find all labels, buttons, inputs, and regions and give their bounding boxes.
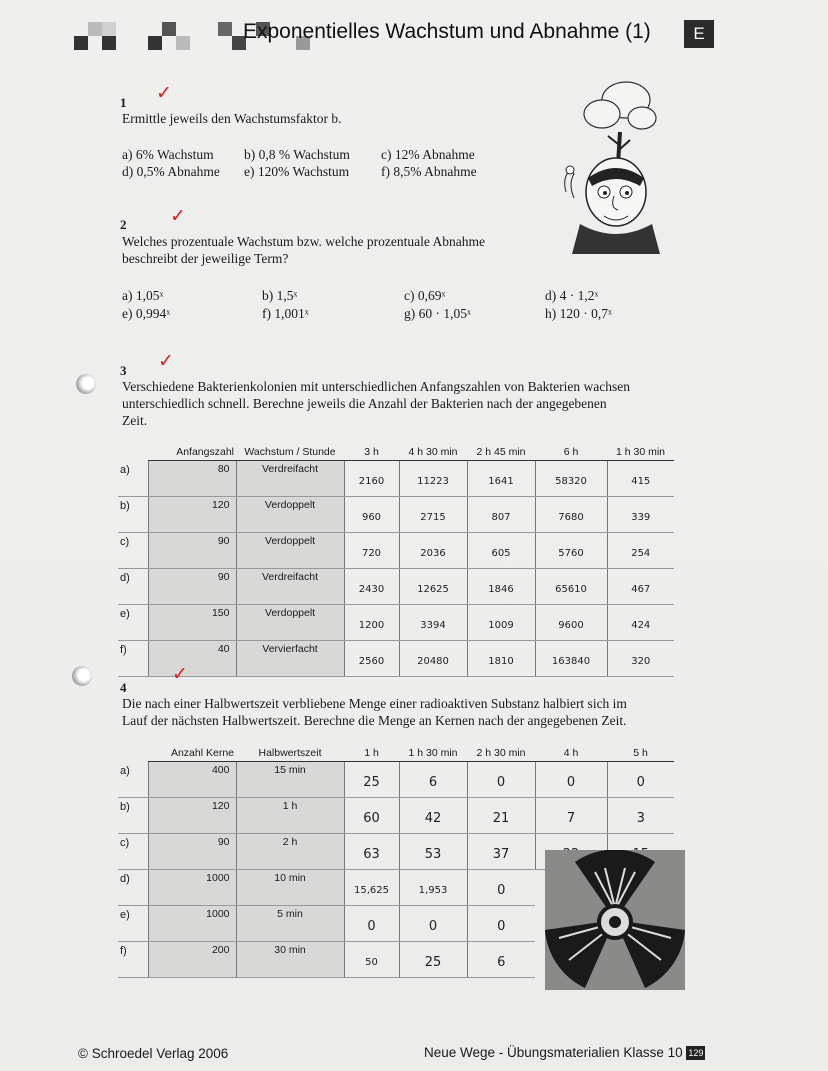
answer-cell[interactable]: 5760: [535, 533, 607, 569]
table-row: [118, 497, 674, 533]
growth-rate: Verdreifacht: [236, 461, 344, 497]
table-row: [118, 569, 674, 605]
row-label: f): [118, 942, 148, 978]
row-label: b): [118, 497, 148, 533]
start-count: 80: [148, 461, 236, 497]
answer-cell[interactable]: 0: [399, 906, 467, 942]
page-number: 129: [688, 1048, 704, 1059]
answer-cell[interactable]: 2430: [344, 569, 399, 605]
task1-prompt: Ermittle jeweils den Wachstumsfaktor b.: [122, 111, 342, 126]
half-life: 2 h: [236, 834, 344, 870]
task1-item-d: d) 0,5% Abnahme: [122, 164, 220, 179]
column-header: 5 h: [607, 745, 674, 762]
punch-hole: [76, 374, 96, 394]
nuclei-count: 400: [148, 762, 236, 798]
nuclei-count: 120: [148, 798, 236, 834]
start-count: 40: [148, 641, 236, 677]
answer-cell[interactable]: 605: [467, 533, 535, 569]
row-label: c): [118, 533, 148, 569]
growth-rate: Verdoppelt: [236, 605, 344, 641]
table-row: [118, 762, 674, 798]
task1-check-mark: ✓: [156, 82, 172, 104]
answer-cell[interactable]: 1641: [467, 461, 535, 497]
answer-cell[interactable]: 50: [344, 942, 399, 978]
answer-cell[interactable]: 163840: [535, 641, 607, 677]
answer-cell[interactable]: 0: [535, 762, 607, 798]
task4-prompt-line2: Lauf der nächsten Halbwertszeit. Berechne die Menge an Kernen nach der angegebenen Zeit.: [122, 713, 627, 728]
answer-cell[interactable]: 63: [344, 834, 399, 870]
answer-cell[interactable]: 9600: [535, 605, 607, 641]
answer-cell[interactable]: 0: [467, 762, 535, 798]
answer-cell[interactable]: 1810: [467, 641, 535, 677]
task1-item-b: b) 0,8 % Wachstum: [244, 147, 350, 162]
answer-cell[interactable]: 424: [607, 605, 674, 641]
task2-prompt-line1: Welches prozentuale Wachstum bzw. welche prozentuale Abnahme: [122, 234, 485, 249]
answer-cell[interactable]: 12625: [399, 569, 467, 605]
answer-cell[interactable]: 0: [467, 906, 535, 942]
row-label: d): [118, 870, 148, 906]
half-life: 5 min: [236, 906, 344, 942]
half-life: 15 min: [236, 762, 344, 798]
task1-number: 1: [120, 95, 127, 110]
task1-item-e: e) 120% Wachstum: [244, 164, 350, 179]
answer-cell[interactable]: 960: [344, 497, 399, 533]
column-header: Anfangszahl: [148, 444, 236, 461]
answer-cell[interactable]: 2560: [344, 641, 399, 677]
answer-cell[interactable]: 1009: [467, 605, 535, 641]
answer-cell[interactable]: 339: [607, 497, 674, 533]
table-row: [118, 798, 674, 834]
answer-cell[interactable]: 42: [399, 798, 467, 834]
column-header: 2 h 30 min: [467, 745, 535, 762]
start-count: 90: [148, 569, 236, 605]
footer-series-text: Neue Wege - Übungsmaterialien Klasse 10: [424, 1045, 683, 1060]
task2-item-e: e) 0,994ˣ: [122, 306, 171, 321]
task2-item-f: f) 1,001ˣ: [262, 306, 309, 321]
table-row: [118, 605, 674, 641]
task2-item-d: d) 4 · 1,2ˣ: [545, 288, 599, 303]
answer-cell[interactable]: 3: [607, 798, 674, 834]
row-label: a): [118, 461, 148, 497]
row-label: b): [118, 798, 148, 834]
task2-item-c: c) 0,69ˣ: [404, 288, 446, 303]
answer-cell[interactable]: 0: [607, 762, 674, 798]
row-label: c): [118, 834, 148, 870]
answer-cell[interactable]: 6: [467, 942, 535, 978]
task1-item-f: f) 8,5% Abnahme: [381, 164, 477, 179]
answer-cell[interactable]: 25: [399, 942, 467, 978]
answer-cell[interactable]: 2036: [399, 533, 467, 569]
task2-item-g: g) 60 · 1,05ˣ: [404, 306, 471, 321]
answer-cell[interactable]: 0: [467, 870, 535, 906]
table-row: [118, 533, 674, 569]
answer-cell[interactable]: 15,625: [344, 870, 399, 906]
column-header: 2 h 45 min: [467, 444, 535, 461]
column-header: 1 h 30 min: [607, 444, 674, 461]
answer-cell[interactable]: 7: [535, 798, 607, 834]
column-header: 4 h: [535, 745, 607, 762]
half-life: 10 min: [236, 870, 344, 906]
answer-cell[interactable]: 7680: [535, 497, 607, 533]
answer-cell[interactable]: 0: [344, 906, 399, 942]
growth-rate: Verdreifacht: [236, 569, 344, 605]
bacteria-table: [118, 444, 674, 677]
task4-prompt-line1: Die nach einer Halbwertszeit verbliebene Menge einer radioaktiven Substanz halbiert sich im: [122, 696, 627, 711]
answer-cell[interactable]: 6: [399, 762, 467, 798]
task3-prompt-line1: Verschiedene Bakterienkolonien mit unterschiedlichen Anfangszahlen von Bakterien wachsen: [122, 379, 630, 394]
start-count: 150: [148, 605, 236, 641]
column-header: 4 h 30 min: [399, 444, 467, 461]
nuclei-count: 90: [148, 834, 236, 870]
nuclei-count: 200: [148, 942, 236, 978]
row-label: a): [118, 762, 148, 798]
half-life: 1 h: [236, 798, 344, 834]
footer-series: [424, 1045, 705, 1060]
column-header: 6 h: [535, 444, 607, 461]
answer-cell[interactable]: 2160: [344, 461, 399, 497]
answer-cell[interactable]: 720: [344, 533, 399, 569]
start-count: 90: [148, 533, 236, 569]
column-header: Anzahl Kerne: [148, 745, 236, 762]
task4-check-mark: ✓: [172, 663, 188, 685]
answer-cell[interactable]: 11223: [399, 461, 467, 497]
task3-prompt-line2: unterschiedlich schnell. Berechne jeweils die Anzahl der Bakterien nach der angegebenen: [122, 396, 607, 411]
table-header-row: [118, 745, 674, 762]
answer-cell[interactable]: 21: [467, 798, 535, 834]
answer-cell[interactable]: 467: [607, 569, 674, 605]
half-life: 30 min: [236, 942, 344, 978]
growth-rate: Vervierfacht: [236, 641, 344, 677]
answer-cell[interactable]: 58320: [535, 461, 607, 497]
table-row: [118, 641, 674, 677]
task1-item-c: c) 12% Abnahme: [381, 147, 475, 162]
growth-rate: Verdoppelt: [236, 533, 344, 569]
growth-rate: Verdoppelt: [236, 497, 344, 533]
task2-prompt-line2: beschreibt der jeweilige Term?: [122, 251, 289, 266]
table-row: [118, 461, 674, 497]
answer-cell[interactable]: 320: [607, 641, 674, 677]
table-header-row: [118, 444, 674, 461]
answer-cell[interactable]: 25: [344, 762, 399, 798]
footer-publisher: © Schroedel Verlag 2006: [78, 1046, 229, 1061]
answer-cell[interactable]: 20480: [399, 641, 467, 677]
answer-cell[interactable]: 2715: [399, 497, 467, 533]
row-label: e): [118, 605, 148, 641]
task2-number: 2: [120, 217, 127, 232]
answer-cell[interactable]: 65610: [535, 569, 607, 605]
answer-cell[interactable]: 807: [467, 497, 535, 533]
radiation-symbol-icon: [545, 850, 685, 990]
row-label: e): [118, 906, 148, 942]
column-header: 1 h 30 min: [399, 745, 467, 762]
column-header: Wachstum / Stunde: [236, 444, 344, 461]
answer-cell[interactable]: 254: [607, 533, 674, 569]
answer-cell[interactable]: 1846: [467, 569, 535, 605]
cartoon-professor-illustration: [540, 74, 665, 254]
task2-item-h: h) 120 · 0,7ˣ: [545, 306, 612, 321]
column-header: 1 h: [344, 745, 399, 762]
task2-item-a: a) 1,05ˣ: [122, 288, 164, 303]
answer-cell[interactable]: 60: [344, 798, 399, 834]
row-label: f): [118, 641, 148, 677]
answer-cell[interactable]: 53: [399, 834, 467, 870]
task4-number: 4: [120, 680, 127, 695]
column-header: Halbwertszeit: [236, 745, 344, 762]
answer-cell[interactable]: 1,953: [399, 870, 467, 906]
task3-check-mark: ✓: [158, 350, 174, 372]
answer-cell[interactable]: 37: [467, 834, 535, 870]
punch-hole: [72, 666, 92, 686]
task1-item-a: a) 6% Wachstum: [122, 147, 214, 162]
column-header: 3 h: [344, 444, 399, 461]
answer-cell[interactable]: 1200: [344, 605, 399, 641]
page-title: Exponentielles Wachstum und Abnahme (1): [243, 20, 651, 43]
task2-item-b: b) 1,5ˣ: [262, 288, 298, 303]
answer-cell[interactable]: 415: [607, 461, 674, 497]
task2-check-mark: ✓: [170, 205, 186, 227]
answer-cell[interactable]: 3394: [399, 605, 467, 641]
task3-prompt-line3: Zeit.: [122, 413, 148, 428]
row-label: d): [118, 569, 148, 605]
nuclei-count: 1000: [148, 870, 236, 906]
nuclei-count: 1000: [148, 906, 236, 942]
task3-number: 3: [120, 363, 127, 378]
section-badge: E: [684, 20, 714, 48]
start-count: 120: [148, 497, 236, 533]
